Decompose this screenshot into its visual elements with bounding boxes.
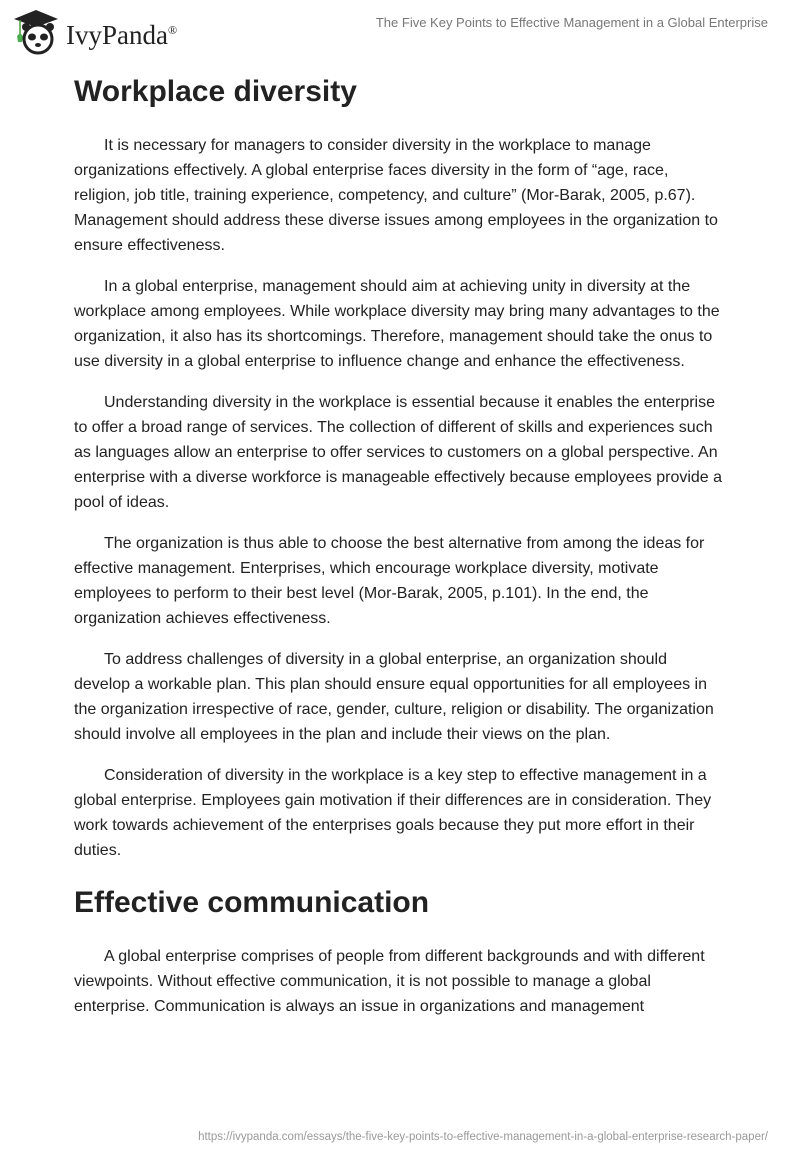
- paragraph: It is necessary for managers to consider diversity in the workplace to manage organizations effectively. A global enterprise faces diversity in the form of “age, race, religion, job title, training experience, competency, and culture” (Mor-Barak, 2005, p.67). Management should address these diverse issues among employees in the organization to ensure effectiveness.: [74, 137, 718, 254]
- paragraph: Consideration of diversity in the workplace is a key step to effective management in a global enterprise. Employees gain motivation if their differences are in consideration. They work towards achievement of the enterprises goals because they put more effort in their duties.: [74, 767, 712, 859]
- registered-mark: ®: [167, 22, 178, 37]
- page-header: [0, 0, 800, 60]
- document-title: The Five Key Points to Effective Management in a Global Enterprise: [375, 15, 768, 30]
- logo-name: IvyPanda: [66, 19, 168, 50]
- section-heading: Workplace diversity: [74, 75, 357, 108]
- paragraph: A global enterprise comprises of people from different backgrounds and with different viewpoints. Without effective communication, it is not possible to manage a global enterprise. Communication is always an issue in organizations and management: [74, 948, 705, 1015]
- panda-logo-icon: [12, 8, 60, 56]
- paragraph: The organization is thus able to choose the best alternative from among the ideas for effective management. Enterprises, which encourage workplace diversity, motivate employees to perform to their best level (Mor-Barak, 2005, p.101). In the end, the organization achieves effectiveness.: [74, 535, 705, 627]
- logo-text: [66, 20, 177, 51]
- section-heading: Effective communication: [74, 886, 430, 919]
- paragraph: Understanding diversity in the workplace is essential because it enables the enterprise to offer a broad range of services. The collection of different of skills and experiences such as languages allow an enterprise to offer services to customers on a global perspective. An enterprise with a diverse workforce is manageable effectively because employees provide a pool of ideas.: [74, 394, 723, 511]
- source-url[interactable]: https://ivypanda.com/essays/the-five-key-points-to-effective-management-in-a-global-enterprise-research-paper/: [198, 1131, 768, 1143]
- paragraph: In a global enterprise, management should aim at achieving unity in diversity at the workplace among employees. While workplace diversity may bring many advantages to the organization, it also has its shortcomings. Therefore, management should take the onus to use diversity in a global enterprise to influence change and enhance the effectiveness.: [74, 278, 720, 370]
- essay-content: [74, 72, 726, 1035]
- paragraph: To address challenges of diversity in a global enterprise, an organization should develop a workable plan. This plan should ensure equal opportunities for all employees in the organization irrespective of race, gender, culture, religion or disability. The organization should involve all employees in the plan and include their views on the plan.: [74, 651, 714, 743]
- ivypanda-logo[interactable]: [12, 8, 177, 56]
